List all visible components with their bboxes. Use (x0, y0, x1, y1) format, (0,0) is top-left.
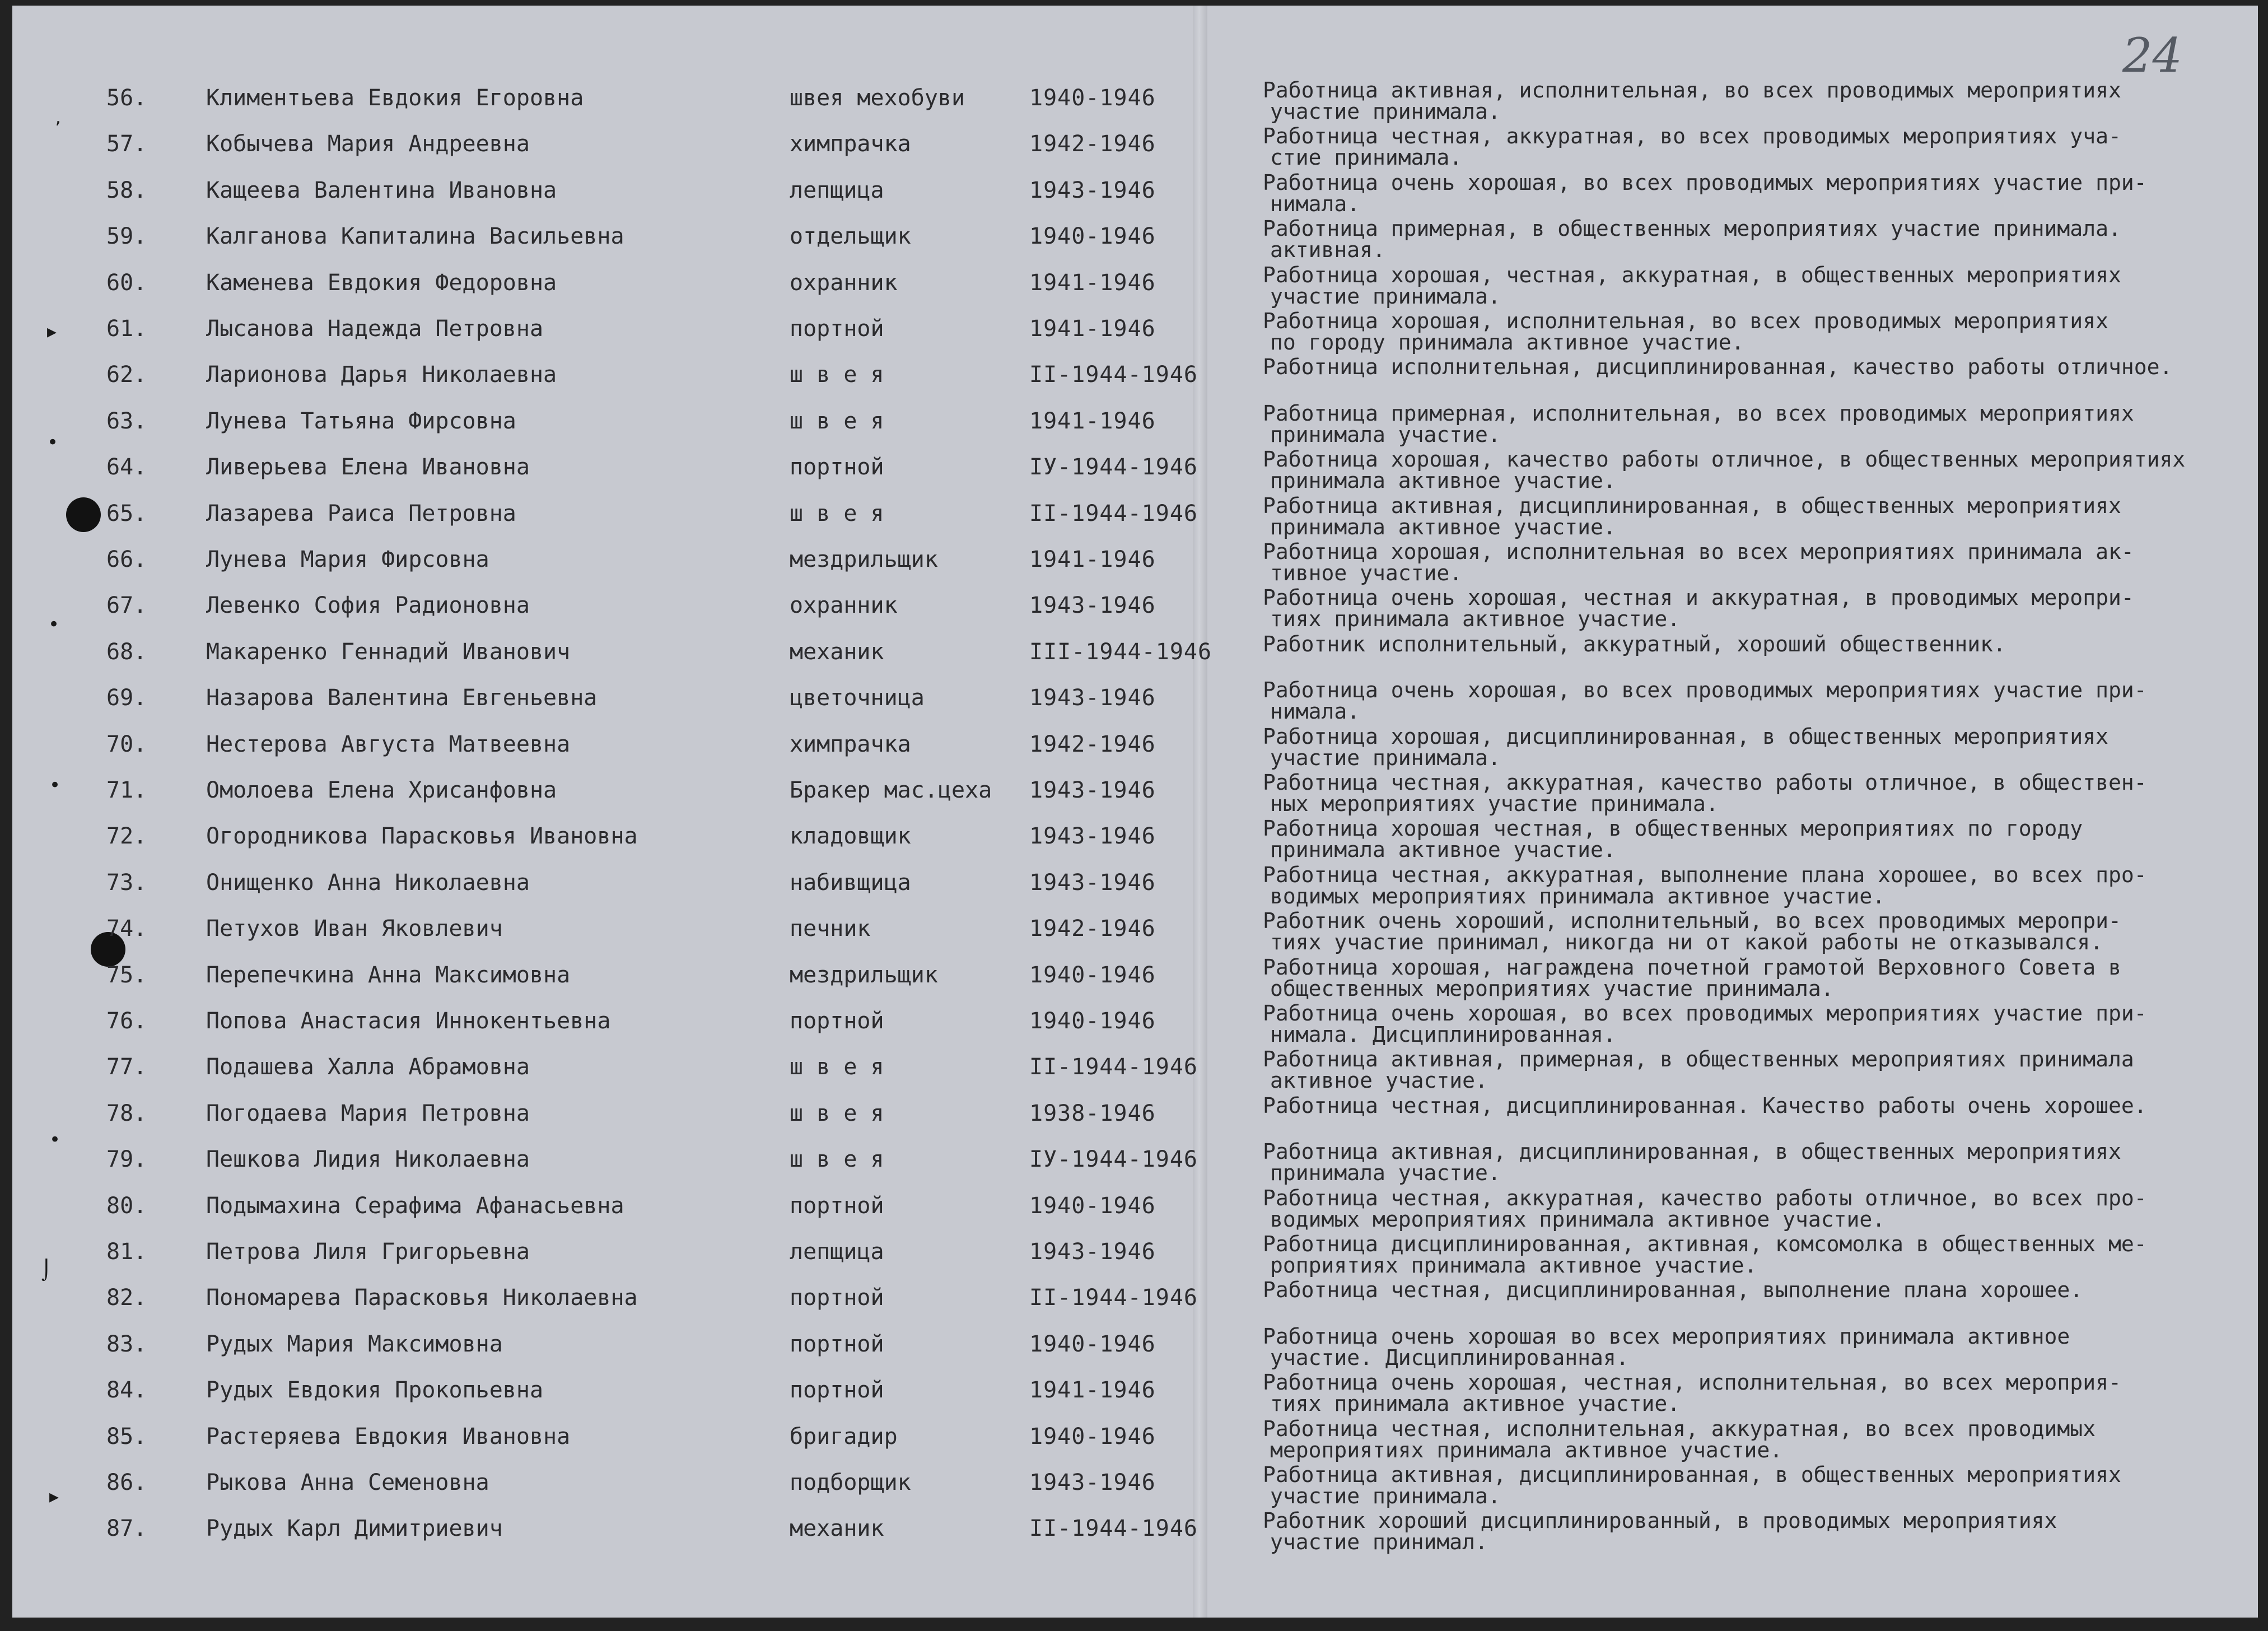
profession: цветочница (790, 685, 925, 711)
characteristic-line-1: Работница честная, аккуратная, выполнение плана хорошее, во всех про- (1263, 863, 2147, 887)
work-years: 1938-1946 (1029, 1101, 1156, 1126)
entry-number: 83. (106, 1331, 147, 1357)
profession: охранник (790, 270, 898, 296)
work-years: II-1944-1946 (1029, 501, 1198, 526)
profession: портной (790, 316, 884, 342)
work-years: 1942-1946 (1029, 731, 1156, 757)
work-years: 1943-1946 (1029, 593, 1156, 618)
work-years: IУ-1944-1946 (1029, 454, 1198, 480)
characteristic-line-2: ных мероприятиях участие принимала. (1270, 791, 1719, 816)
employee-name: Пешкова Лидия Николаевна (206, 1147, 530, 1172)
characteristic-line-2: участие принимал. (1270, 1530, 1488, 1554)
characteristic-line-1: Работница честная, аккуратная, качество работы отличное, в обществен- (1263, 770, 2147, 795)
profession: бригадир (790, 1424, 898, 1450)
characteristic-line-1: Работница очень хорошая, во всех проводимых мероприятиях участие при- (1263, 1001, 2147, 1026)
entry-number: 63. (106, 408, 147, 434)
list-item (0, 909, 2268, 956)
employee-name: Макаренко Геннадий Иванович (206, 639, 571, 665)
characteristic-line-1: Работница исполнительная, дисциплинированная, качество работы отличное. (1263, 355, 2173, 379)
characteristic-line-2: принимала активное участие. (1270, 468, 1616, 493)
work-years: 1940-1946 (1029, 1193, 1156, 1219)
list-item (0, 402, 2268, 449)
entry-number: 69. (106, 685, 147, 711)
characteristic-line-1: Работница активная, примерная, в общественных мероприятиях принимала (1263, 1047, 2134, 1071)
characteristic-line-2: тивное участие. (1270, 561, 1463, 585)
entry-number: 73. (106, 870, 147, 896)
entry-number: 78. (106, 1101, 147, 1126)
characteristic-line-1: Работница честная, аккуратная, качество работы отличное, во всех про- (1263, 1186, 2147, 1210)
profession: портной (790, 1193, 884, 1219)
characteristic-line-1: Работница хорошая, качество работы отличное, в общественных мероприятиях (1263, 447, 2186, 472)
characteristic-line-1: Работник исполнительный, аккуратный, хороший общественник. (1263, 632, 2006, 656)
employee-name: Попова Анастасия Иннокентьевна (206, 1008, 611, 1034)
entry-number: 72. (106, 823, 147, 849)
entry-number: 56. (106, 85, 147, 111)
profession: портной (790, 1285, 884, 1311)
characteristic-line-2: нимала. (1270, 192, 1360, 216)
profession: ш в е я (790, 501, 884, 526)
work-years: 1940-1946 (1029, 1424, 1156, 1450)
list-item (0, 1232, 2268, 1279)
entry-number: 60. (106, 270, 147, 296)
margin-mark: • (49, 774, 61, 796)
employee-name: Кобычева Мария Андреевна (206, 131, 530, 157)
margin-mark: ʼ (55, 118, 61, 140)
entry-number: 62. (106, 362, 147, 388)
list-item (0, 1371, 2268, 1418)
list-item (0, 725, 2268, 772)
entry-number: 86. (106, 1470, 147, 1495)
characteristic-line-1: Работница честная, дисциплинированная, выполнение плана хорошее. (1263, 1278, 2083, 1302)
employee-name: Петрова Лиля Григорьевна (206, 1239, 530, 1265)
entry-number: 81. (106, 1239, 147, 1265)
entry-number: 70. (106, 731, 147, 757)
characteristic-line-1: Работница очень хорошая, во всех проводимых мероприятиях участие при- (1263, 678, 2147, 702)
list-item (0, 171, 2268, 218)
characteristic-line-1: Работница примерная, исполнительная, во всех проводимых мероприятиях (1263, 401, 2134, 426)
employee-name: Климентьева Евдокия Егоровна (206, 85, 584, 111)
work-years: 1941-1946 (1029, 270, 1156, 296)
characteristic-line-2: активная. (1270, 237, 1385, 262)
profession: мездрильщик (790, 962, 938, 988)
list-item (0, 956, 2268, 1003)
list-item (0, 678, 2268, 725)
entry-number: 77. (106, 1054, 147, 1080)
employee-name: Ларионова Дарья Николаевна (206, 362, 557, 388)
list-item (0, 309, 2268, 356)
employee-name: Назарова Валентина Евгеньевна (206, 685, 598, 711)
list-item (0, 1509, 2268, 1556)
entry-number: 75. (106, 962, 147, 988)
characteristic-line-1: Работница примерная, в общественных мероприятиях участие принимала. (1263, 216, 2121, 241)
list-item (0, 1278, 2268, 1325)
characteristic-line-1: Работница активная, дисциплинированная, в общественных мероприятиях (1263, 1139, 2121, 1164)
characteristic-line-1: Работница очень хорошая, честная и аккуратная, в проводимых меропри- (1263, 585, 2134, 610)
entry-number: 85. (106, 1424, 147, 1450)
employee-name: Кащеева Валентина Ивановна (206, 178, 557, 203)
profession: Бракер мас.цеха (790, 777, 992, 803)
employee-name: Подымахина Серафима Афанасьевна (206, 1193, 624, 1219)
list-item (0, 817, 2268, 864)
employee-name: Погодаева Мария Петровна (206, 1101, 530, 1126)
list-item (0, 540, 2268, 587)
work-years: 1941-1946 (1029, 547, 1156, 572)
entry-number: 57. (106, 131, 147, 157)
employee-name: Лазарева Раиса Петровна (206, 501, 516, 526)
list-item (0, 124, 2268, 171)
entry-number: 58. (106, 178, 147, 203)
list-item (0, 1417, 2268, 1464)
employee-name: Рудых Мария Максимовна (206, 1331, 503, 1357)
characteristic-line-2: тиях участие принимал, никогда ни от какой работы не отказывался. (1270, 930, 2103, 954)
profession: ш в е я (790, 1147, 884, 1172)
entry-number: 66. (106, 547, 147, 572)
work-years: 1941-1946 (1029, 316, 1156, 342)
work-years: 1943-1946 (1029, 1239, 1156, 1265)
work-years: II-1944-1946 (1029, 362, 1198, 388)
list-item (0, 771, 2268, 818)
work-years: IУ-1944-1946 (1029, 1147, 1198, 1172)
work-years: 1942-1946 (1029, 131, 1156, 157)
entry-number: 79. (106, 1147, 147, 1172)
entry-number: 65. (106, 501, 147, 526)
entry-number: 87. (106, 1516, 147, 1541)
work-years: 1943-1946 (1029, 178, 1156, 203)
characteristic-line-1: Работник хороший дисциплинированный, в проводимых мероприятиях (1263, 1508, 2057, 1533)
profession: химпрачка (790, 131, 911, 157)
margin-mark: • (47, 431, 59, 454)
profession: портной (790, 1331, 884, 1357)
characteristic-line-2: стие принимала. (1270, 145, 1463, 170)
entry-number: 61. (106, 316, 147, 342)
employee-name: Калганова Капиталина Васильевна (206, 223, 624, 249)
characteristic-line-1: Работница честная, аккуратная, во всех проводимых мероприятиях уча- (1263, 124, 2121, 148)
margin-mark: • (48, 613, 60, 636)
characteristic-line-2: активное участие. (1270, 1068, 1488, 1093)
profession: подборщик (790, 1470, 911, 1495)
profession: отдельщик (790, 223, 911, 249)
profession: ш в е я (790, 362, 884, 388)
characteristic-line-1: Работница хорошая, дисциплинированная, в общественных мероприятиях (1263, 724, 2108, 749)
characteristic-line-1: Работница активная, исполнительная, во всех проводимых мероприятиях (1263, 78, 2121, 102)
characteristic-line-1: Работница хорошая, награждена почетной грамотой Верховного Совета в (1263, 955, 2121, 980)
characteristic-line-1: Работница хорошая честная, в общественных мероприятиях по городу (1263, 816, 2083, 841)
employee-name: Нестерова Августа Матвеевна (206, 731, 571, 757)
list-item (0, 1186, 2268, 1233)
characteristic-line-2: по городу принимала активное участие. (1270, 330, 1744, 355)
list-item (0, 448, 2268, 495)
employee-name: Петухов Иван Яковлевич (206, 916, 503, 942)
profession: мездрильщик (790, 547, 938, 572)
characteristic-line-2: участие принимала. (1270, 99, 1501, 124)
entry-number: 84. (106, 1377, 147, 1403)
profession: химпрачка (790, 731, 911, 757)
entry-number: 76. (106, 1008, 147, 1034)
employee-name: Огородникова Парасковья Ивановна (206, 823, 638, 849)
list-item (0, 355, 2268, 402)
work-years: 1940-1946 (1029, 85, 1156, 111)
work-years: 1943-1946 (1029, 777, 1156, 803)
list-item (0, 632, 2268, 679)
employee-name: Левенко София Радионовна (206, 593, 530, 618)
characteristic-line-1: Работница активная, дисциплинированная, в общественных мероприятиях (1263, 493, 2121, 518)
entry-number: 59. (106, 223, 147, 249)
work-years: 1940-1946 (1029, 223, 1156, 249)
employee-name: Лысанова Надежда Петровна (206, 316, 544, 342)
employee-name: Рудых Евдокия Прокопьевна (206, 1377, 544, 1403)
entry-number: 82. (106, 1285, 147, 1311)
characteristic-line-2: участие. Дисциплинированная. (1270, 1345, 1629, 1370)
characteristic-line-2: тиях принимала активное участие. (1270, 1391, 1681, 1416)
characteristic-line-2: участие принимала. (1270, 1484, 1501, 1508)
characteristic-line-2: нимала. Дисциплинированная. (1270, 1022, 1616, 1047)
list-item (0, 1325, 2268, 1372)
employee-name: Омолоева Елена Хрисанфовна (206, 777, 557, 803)
employee-name: Лунева Татьяна Фирсовна (206, 408, 516, 434)
profession: ш в е я (790, 1101, 884, 1126)
margin-mark: • (49, 1129, 61, 1151)
characteristic-line-2: роприятиях принимала активное участие. (1270, 1253, 1757, 1278)
margin-mark: ⌡ (41, 1259, 52, 1282)
profession: портной (790, 1377, 884, 1403)
profession: механик (790, 639, 884, 665)
characteristic-line-2: принимала активное участие. (1270, 515, 1616, 539)
entry-number: 68. (106, 639, 147, 665)
employee-name: Пономарева Парасковья Николаевна (206, 1285, 638, 1311)
list-item (0, 263, 2268, 310)
employee-name: Рыкова Анна Семеновна (206, 1470, 489, 1495)
employee-name: Каменева Евдокия Федоровна (206, 270, 557, 296)
work-years: II-1944-1946 (1029, 1516, 1198, 1541)
characteristic-line-2: общественных мероприятиях участие принимала. (1270, 976, 1834, 1001)
work-years: 1940-1946 (1029, 962, 1156, 988)
work-years: III-1944-1946 (1029, 639, 1212, 665)
profession: швея мехобуви (790, 85, 965, 111)
entry-number: 64. (106, 454, 147, 480)
list-item (0, 586, 2268, 633)
employee-name: Онищенко Анна Николаевна (206, 870, 530, 896)
characteristic-line-2: водимых мероприятиях принимала активное участие. (1270, 884, 1886, 908)
profession: печник (790, 916, 871, 942)
characteristic-line-2: принимала участие. (1270, 422, 1501, 447)
work-years: 1943-1946 (1029, 870, 1156, 896)
list-item (0, 1001, 2268, 1048)
list-item (0, 1140, 2268, 1187)
profession: охранник (790, 593, 898, 618)
characteristic-line-2: участие принимала. (1270, 284, 1501, 309)
list-item (0, 1094, 2268, 1141)
work-years: II-1944-1946 (1029, 1285, 1198, 1311)
list-item (0, 78, 2268, 125)
characteristic-line-2: тиях принимала активное участие. (1270, 607, 1681, 631)
employee-name: Перепечкина Анна Максимовна (206, 962, 571, 988)
characteristic-line-1: Работница очень хорошая во всех мероприятиях принимала активное (1263, 1324, 2070, 1349)
list-item (0, 1463, 2268, 1510)
profession: ш в е я (790, 1054, 884, 1080)
characteristic-line-1: Работница активная, дисциплинированная, в общественных мероприятиях (1263, 1462, 2121, 1487)
profession: лепщица (790, 1239, 884, 1265)
work-years: 1941-1946 (1029, 1377, 1156, 1403)
characteristic-line-2: мероприятиях принимала активное участие. (1270, 1438, 1783, 1462)
margin-mark: ▸ (47, 320, 57, 343)
employee-name: Лунева Мария Фирсовна (206, 547, 489, 572)
characteristic-line-2: принимала участие. (1270, 1161, 1501, 1185)
characteristic-line-2: участие принимала. (1270, 745, 1501, 770)
characteristic-line-1: Работник очень хороший, исполнительный, во всех проводимых меропри- (1263, 908, 2121, 933)
work-years: 1941-1946 (1029, 408, 1156, 434)
page-number: 24 (2122, 28, 2182, 83)
profession: портной (790, 1008, 884, 1034)
work-years: 1943-1946 (1029, 823, 1156, 849)
characteristic-line-1: Работница честная, исполнительная, аккуратная, во всех проводимых (1263, 1416, 2096, 1441)
profession: лепщица (790, 178, 884, 203)
characteristic-line-1: Работница хорошая, исполнительная, во всех проводимых мероприятиях (1263, 309, 2108, 333)
characteristic-line-1: Работница честная, дисциплинированная. Качество работы очень хорошее. (1263, 1093, 2147, 1118)
characteristic-line-1: Работница очень хорошая, во всех проводимых мероприятиях участие при- (1263, 170, 2147, 195)
work-years: 1940-1946 (1029, 1008, 1156, 1034)
characteristic-line-1: Работница хорошая, исполнительная во всех мероприятиях принимала ак- (1263, 539, 2134, 564)
employee-name: Подашева Халла Абрамовна (206, 1054, 530, 1080)
profession: ш в е я (790, 408, 884, 434)
profession: кладовщик (790, 823, 911, 849)
characteristic-line-1: Работница хорошая, честная, аккуратная, в общественных мероприятиях (1263, 263, 2121, 287)
entry-number: 71. (106, 777, 147, 803)
work-years: 1940-1946 (1029, 1331, 1156, 1357)
employee-name: Ливерьева Елена Ивановна (206, 454, 530, 480)
profession: набивщица (790, 870, 911, 896)
employee-name: Растеряева Евдокия Ивановна (206, 1424, 571, 1450)
characteristic-line-1: Работница дисциплинированная, активная, комсомолка в общественных ме- (1263, 1232, 2147, 1256)
list-item (0, 217, 2268, 264)
entry-number: 74. (106, 916, 147, 942)
characteristic-line-2: нимала. (1270, 699, 1360, 724)
profession: портной (790, 454, 884, 480)
entry-number: 67. (106, 593, 147, 618)
list-item (0, 494, 2268, 541)
work-years: 1942-1946 (1029, 916, 1156, 942)
margin-mark: ▸ (49, 1485, 59, 1508)
work-years: 1943-1946 (1029, 685, 1156, 711)
work-years: II-1944-1946 (1029, 1054, 1198, 1080)
employee-name: Рудых Карл Димитриевич (206, 1516, 503, 1541)
characteristic-line-1: Работница очень хорошая, честная, исполнительная, во всех мероприя- (1263, 1370, 2121, 1395)
list-item (0, 1047, 2268, 1094)
entry-number: 80. (106, 1193, 147, 1219)
work-years: 1943-1946 (1029, 1470, 1156, 1495)
list-item (0, 863, 2268, 910)
profession: механик (790, 1516, 884, 1541)
characteristic-line-2: принимала активное участие. (1270, 837, 1616, 862)
characteristic-line-2: водимых мероприятиях принимала активное участие. (1270, 1207, 1886, 1232)
